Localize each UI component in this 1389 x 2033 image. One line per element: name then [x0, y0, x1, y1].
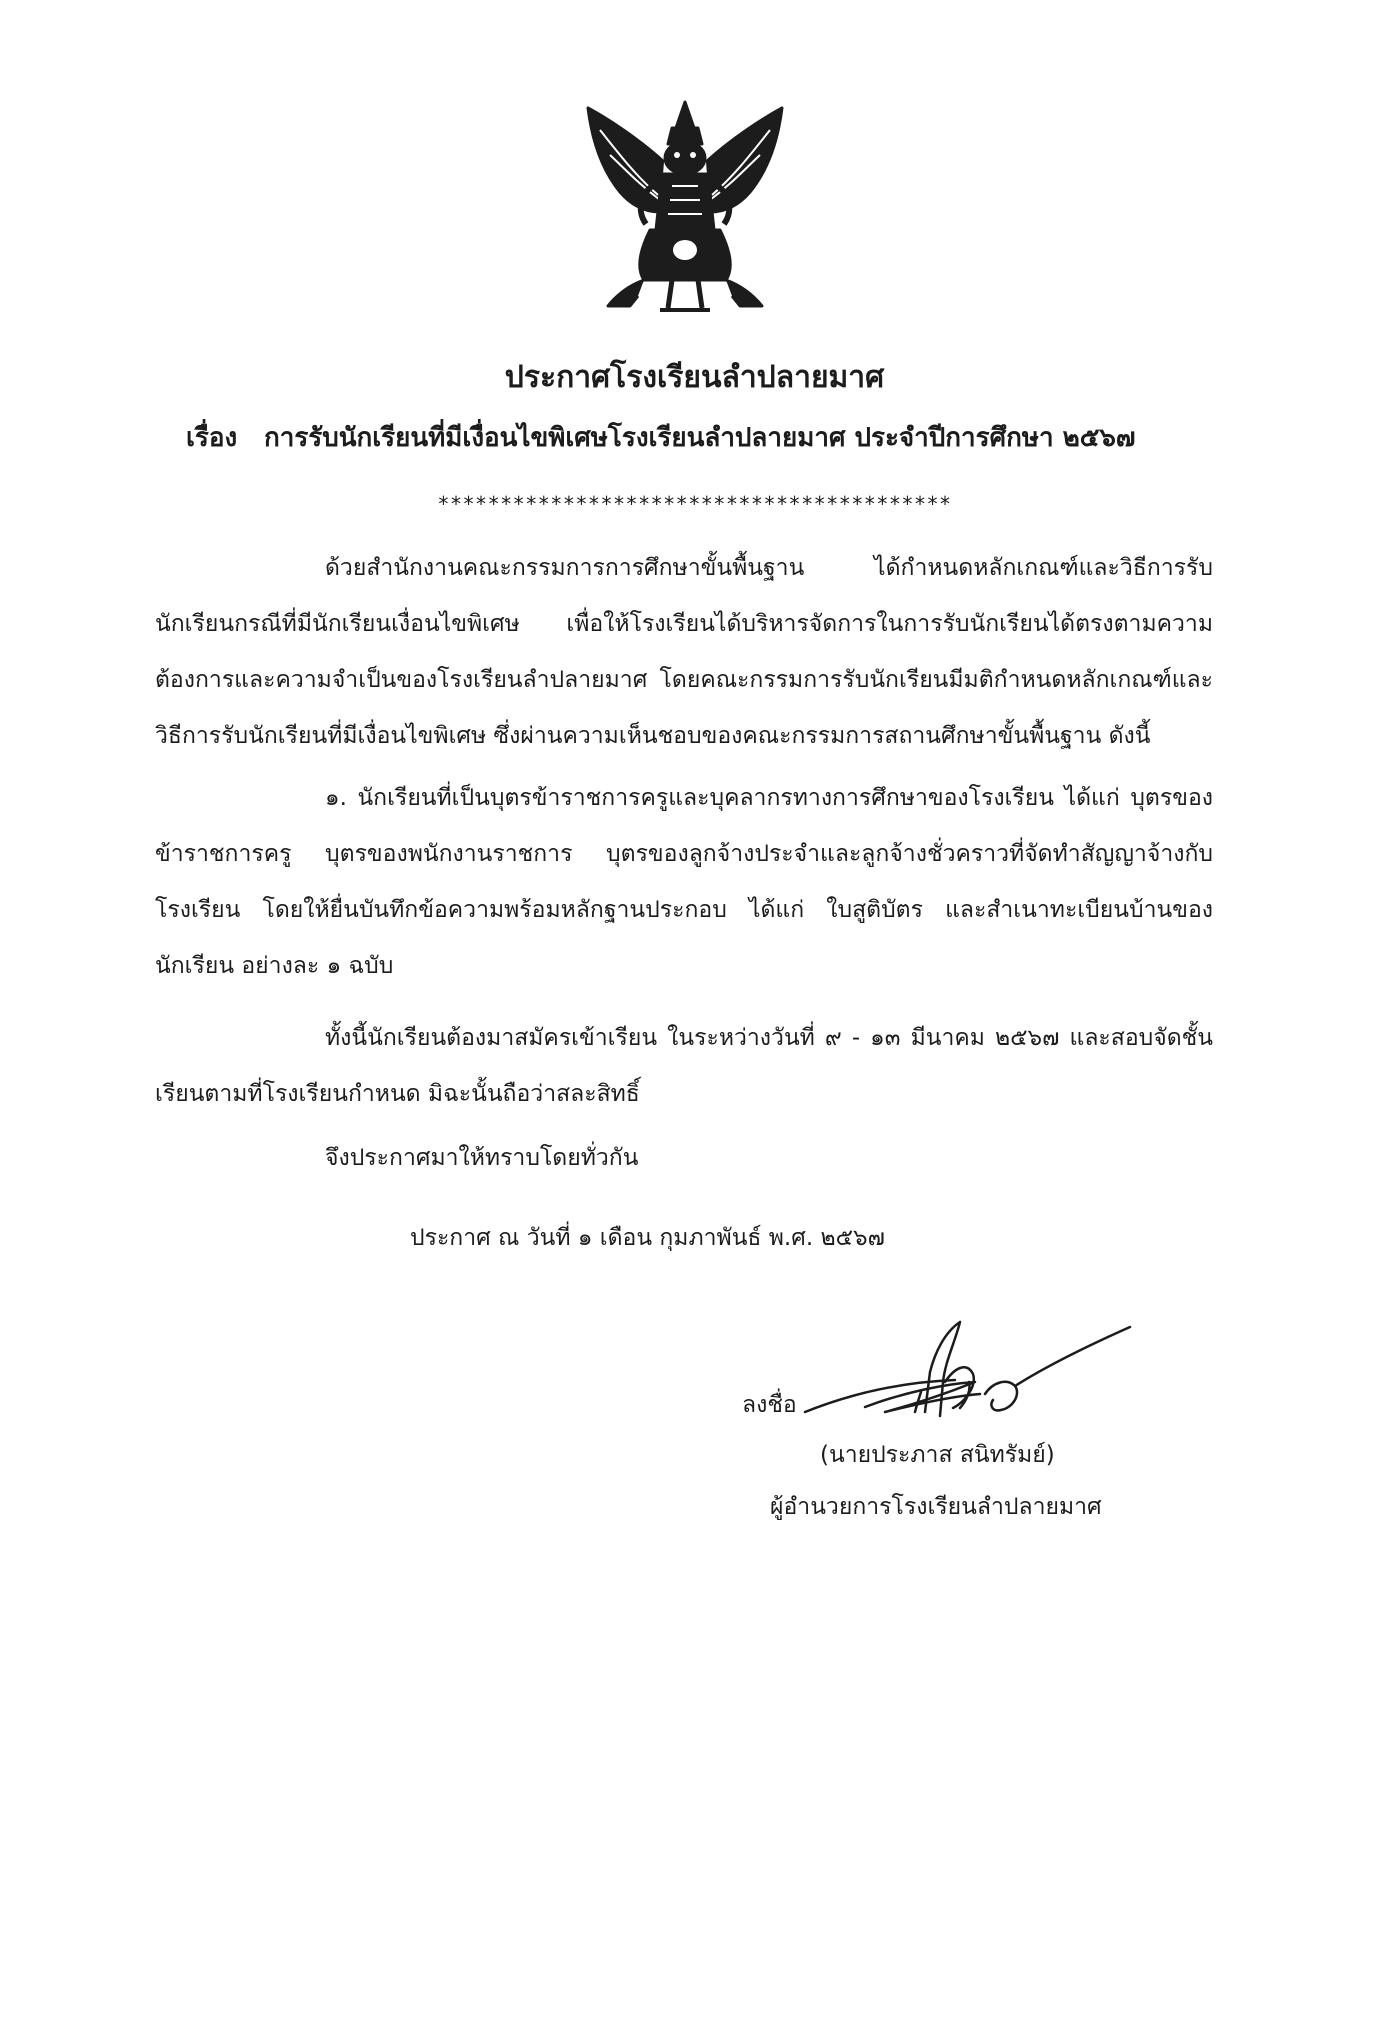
subject-text: การรับนักเรียนที่มีเงื่อนไขพิเศษโรงเรียนลำปลายมาศ ประจำปีการศึกษา ๒๕๖๗	[264, 423, 1136, 453]
separator-line: *****************************************	[437, 492, 952, 516]
paragraph-deadline	[155, 1010, 1213, 1122]
closing-line: จึงประกาศมาให้ทราบโดยทั่วกัน	[325, 1145, 639, 1171]
handwritten-signature	[795, 1312, 1140, 1437]
paragraph-criteria-1-text: ๑. นักเรียนที่เป็นบุตรข้าราชการครูและบุคลากรทางการศึกษาของโรงเรียน ได้แก่ บุตรของข้าราชการครู บุตรของพนักงานราชการ บุตรของลูกจ้างประจำและลูกจ้างชั่วคราวที่จัดทำสัญญาจ้างกับโรงเรียน โดยให้ยื่นบันทึกข้อความพร้อมหลักฐานประกอบ ได้แก่ ใบสูติบัตร และสำเนาทะเบียนบ้านของนักเรียน อย่างละ ๑ ฉบับ	[155, 785, 1213, 979]
paragraph-intro	[155, 540, 1213, 764]
paragraph-criteria-1	[155, 770, 1213, 994]
paragraph-deadline-text: ทั้งนี้นักเรียนต้องมาสมัครเข้าเรียน ในระหว่างวันที่ ๙ - ๑๓ มีนาคม ๒๕๖๗ และสอบจัดชั้นเรียนตามที่โรงเรียนกำหนด มิฉะนั้นถือว่าสละสิทธิ์	[155, 1025, 1213, 1107]
signer-position: ผู้อำนวยการโรงเรียนลำปลายมาศ	[770, 1494, 1102, 1520]
subject-line	[186, 418, 1226, 458]
paragraph-intro-text: ด้วยสำนักงานคณะกรรมการการศึกษาขั้นพื้นฐาน ได้กำหนดหลักเกณฑ์และวิธีการรับนักเรียนกรณีที่มีนักเรียนเงื่อนไขพิเศษ เพื่อให้โรงเรียนได้บริหารจัดการในการรับนักเรียนได้ตรงตามความต้องการและความจำเป็นของโรงเรียนลำปลายมาศ โดยคณะกรรมการรับนักเรียนมีมติกำหนดหลักเกณฑ์และวิธีการรับนักเรียนที่มีเงื่อนไขพิเศษ ซึ่งผ่านความเห็นชอบของคณะกรรมการสถานศึกษาขั้นพื้นฐาน ดังนี้	[155, 555, 1213, 749]
garuda-emblem-icon	[580, 100, 790, 315]
subject-label: เรื่อง	[186, 423, 238, 453]
signer-name: (นายประภาส สนิทรัมย์)	[820, 1442, 1055, 1468]
sign-label: ลงชื่อ	[742, 1392, 797, 1418]
announcement-title: ประกาศโรงเรียนลำปลายมาศ	[504, 360, 885, 395]
announcement-date: ประกาศ ณ วันที่ ๑ เดือน กุมภาพันธ์ พ.ศ. ๒๕๖๗	[410, 1225, 885, 1251]
